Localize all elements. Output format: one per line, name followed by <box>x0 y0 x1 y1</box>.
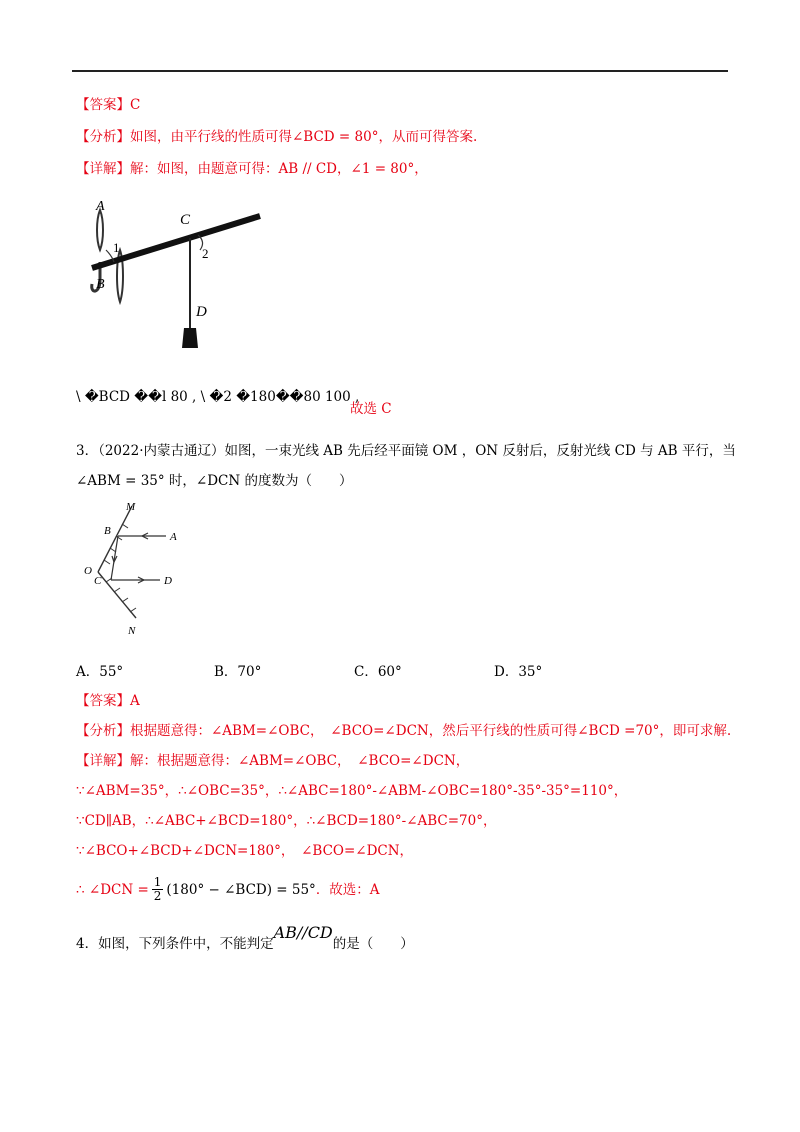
garbled-formula: \ �BCD ��l 80 , \ �2 �180��80 100 , <box>76 389 360 405</box>
option-b: B．70° <box>214 664 262 680</box>
step-1: ∵∠ABM=35°，∴∠OBC=35°，∴∠ABC=180°-∠ABM-∠OBC=180°-35°-35°=110°， <box>76 783 628 799</box>
q3-stem-line-2: ∠ABM = 35° 时，∠DCN 的度数为（ ） <box>76 473 353 489</box>
detail-tag-3: 【详解】 <box>76 753 130 769</box>
detail-line-3 <box>76 752 469 770</box>
fraction-denominator: 2 <box>153 889 162 903</box>
detail-text: 解：如图，由题意可得：AB // CD，∠1 = 80°， <box>130 161 428 177</box>
fig1-label-one: 1 <box>113 240 120 255</box>
step-4-prefix: ∴ ∠DCN = <box>76 881 149 898</box>
fraction-numerator: 1 <box>153 875 162 889</box>
figure-lever <box>84 190 274 360</box>
analysis-line-1 <box>76 128 477 146</box>
header-rule <box>72 70 728 72</box>
detail-tag: 【详解】 <box>76 161 130 177</box>
option-d: D．35° <box>494 664 543 680</box>
detail-text-3: 解：根据题意得：∠ABM=∠OBC， ∠BCO=∠DCN， <box>130 753 470 769</box>
answer-line-3: 【答案】A <box>76 693 140 709</box>
fig3-label-b: B <box>104 525 111 537</box>
fig3-label-o: O <box>84 565 92 577</box>
analysis-line-3 <box>76 722 731 740</box>
q4-stem-math: AB//CD <box>273 923 333 942</box>
analysis-tag-3: 【分析】 <box>76 723 130 739</box>
q4-stem-suffix: 的是（ ） <box>332 936 414 952</box>
fig3-label-n: N <box>128 625 136 637</box>
fig3-label-m: M <box>126 501 136 513</box>
fig1-label-b: B <box>96 277 105 292</box>
figure-mirrors <box>80 498 200 638</box>
fig1-label-a: A <box>96 199 105 214</box>
analysis-text: 如图，由平行线的性质可得∠BCD = 80°，从而可得答案. <box>130 129 478 145</box>
fig3-label-c: C <box>94 575 102 587</box>
step-4 <box>76 876 380 903</box>
option-a: A．55° <box>76 664 124 680</box>
step-4-fraction <box>152 876 164 903</box>
fig1-label-d: D <box>196 304 207 320</box>
analysis-tag: 【分析】 <box>76 129 130 145</box>
step-2: ∵CD∥AB，∴∠ABC+∠BCD=180°，∴∠BCD=180°-∠ABC=70°， <box>76 813 497 829</box>
step-4-conclusion: ．故选：A <box>315 881 380 898</box>
conclusion-1: 故选 C <box>350 401 392 417</box>
q3-stem-line-1: 3．（2022·内蒙古通辽）如图，一束光线 AB 先后经平面镜 OM ，ON 反射后，反射光线 CD 与 AB 平行，当 <box>76 443 736 459</box>
option-c: C．60° <box>354 664 402 680</box>
detail-line-1 <box>76 160 428 178</box>
fig3-label-d: D <box>164 575 172 587</box>
garbled-formula-line <box>76 388 359 406</box>
fig3-label-a: A <box>170 531 177 543</box>
q4-stem-prefix: 4．如图，下列条件中，不能判定 <box>76 936 274 952</box>
step-4-rest: (180° − ∠BCD) = 55° <box>166 881 316 898</box>
step-3: ∵∠BCO+∠BCD+∠DCN=180°， ∠BCO=∠DCN， <box>76 843 414 859</box>
q4-stem <box>76 923 414 953</box>
fig1-label-c: C <box>180 212 191 228</box>
fig1-label-two: 2 <box>202 246 209 261</box>
analysis-text-3: 根据题意得：∠ABM=∠OBC， ∠BCO=∠DCN，然后平行线的性质可得∠BCD =70°，即可求解. <box>130 723 732 739</box>
answer-line-1: 【答案】C <box>76 97 141 113</box>
